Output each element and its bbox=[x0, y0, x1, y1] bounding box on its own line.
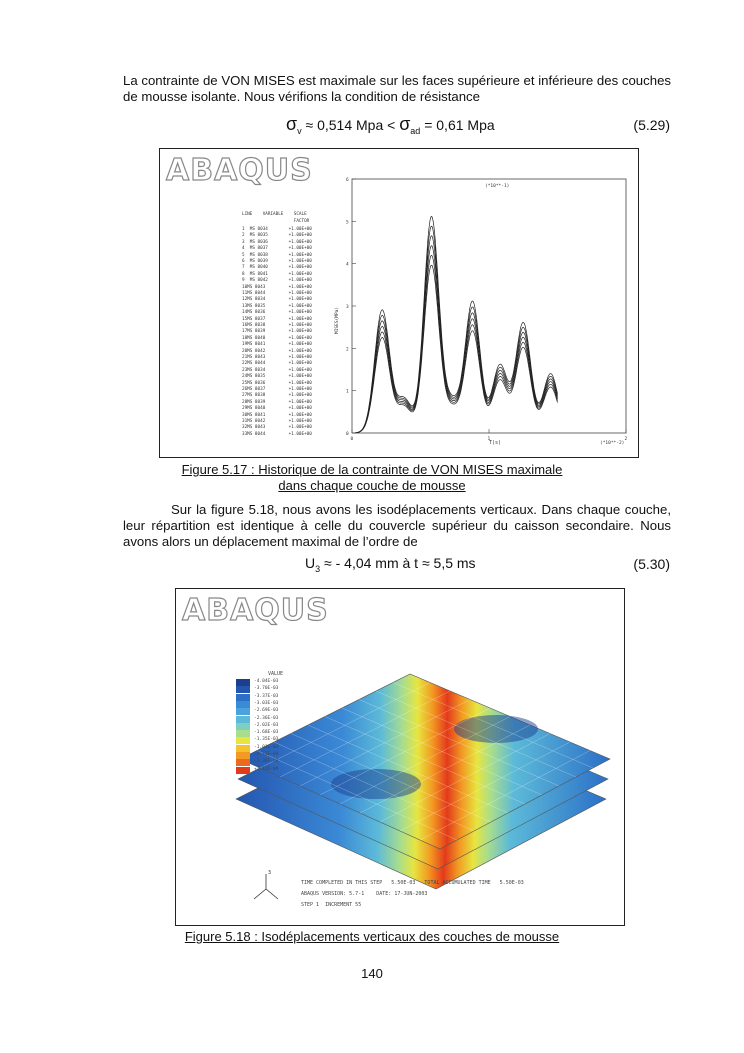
legend-swatch bbox=[236, 708, 250, 715]
legend-title: VALUE bbox=[268, 671, 284, 677]
sigma-ad-value: = 0,61 Mpa bbox=[420, 117, 495, 133]
x-multiplier-label: (*10**-2) bbox=[600, 441, 625, 446]
legend-row: 31MS 8042 +1.00E+00 bbox=[242, 419, 312, 424]
y-tick-label: 4 bbox=[346, 262, 349, 268]
legend-row: 33MS 8044 +1.00E+00 bbox=[242, 431, 312, 437]
legend-row: 26MS 8037 +1.00E+00 bbox=[242, 387, 312, 392]
legend-value: -2.36E-03 bbox=[254, 715, 279, 721]
legend-row: 16MS 8038 +1.00E+00 bbox=[242, 323, 312, 328]
sigma-v-subscript: v bbox=[297, 125, 302, 136]
legend-row: 6 MS 8039 +1.00E+00 bbox=[242, 259, 312, 264]
sigma-v-symbol: σ bbox=[286, 114, 298, 134]
u-value: ≈ - 4,04 mm à t ≈ 5,5 ms bbox=[320, 555, 476, 571]
legend-row: 11MS 8044 +1.00E+00 bbox=[242, 291, 312, 296]
legend-value: -4.04E-03 bbox=[254, 679, 279, 684]
paragraph-isodeplacements: Sur la figure 5.18, nous avons les isodéplacements verticaux. Dans chaque couche, leur répartition est identique à celle du couvercle supérieur du caisson secondaire. Nous avons alors un déplacement maximal de l’ordre de bbox=[123, 502, 671, 549]
equation-number-5-30: (5.30) bbox=[633, 556, 670, 572]
figure-5-17-caption-line1: Figure 5.17 : Historique de la contrainte de VON MISES maximale bbox=[181, 462, 563, 477]
legend-row: 21MS 8043 +1.00E+00 bbox=[242, 355, 312, 360]
y-tick-label: 3 bbox=[346, 305, 349, 310]
status-line-1: TIME COMPLETED IN THIS STEP 5.50E-03 TOTAL ACCUMULATED TIME 5.50E-03 bbox=[301, 880, 524, 886]
legend-swatch bbox=[236, 759, 250, 766]
u-subscript: 3 bbox=[315, 563, 321, 574]
legend-value: -2.69E-03 bbox=[254, 708, 279, 714]
legend-swatch bbox=[236, 716, 250, 723]
page-number: 140 bbox=[361, 966, 383, 981]
legend-swatch bbox=[236, 767, 250, 774]
legend-row: 28MS 8039 +1.00E+00 bbox=[242, 399, 312, 405]
legend-row: 7 MS 8040 +1.00E+00 bbox=[242, 265, 312, 271]
legend-swatch bbox=[236, 679, 250, 686]
y-tick-label: 5 bbox=[346, 220, 349, 226]
legend-value: -2.02E-03 bbox=[254, 722, 279, 728]
sigma-v-value: ≈ 0,514 Mpa < bbox=[301, 117, 400, 133]
y-axis-label: MISES(MPa) bbox=[335, 306, 340, 334]
legend-row: 23MS 8034 +1.00E+00 bbox=[242, 367, 312, 373]
equation-5-29 bbox=[286, 114, 495, 136]
figure-5-18-caption: Figure 5.18 : Isodéplacements verticaux des couches de mousse bbox=[184, 929, 560, 944]
x-tick-label: 2 bbox=[624, 437, 628, 442]
y-tick-label: 2 bbox=[346, 347, 349, 353]
equation-5-30 bbox=[305, 555, 476, 574]
legend-row: 32MS 8043 +1.00E+00 bbox=[242, 425, 312, 431]
legend-value: -3.70E-03 bbox=[254, 686, 279, 692]
legend-row: 9 MS 8042 +1.00E+00 bbox=[242, 278, 312, 284]
legend-row: 10MS 8043 +1.00E+00 bbox=[242, 284, 312, 290]
legend-value: -1.68E-03 bbox=[254, 730, 279, 736]
legend-swatch bbox=[236, 701, 250, 708]
axis-triad bbox=[254, 874, 278, 899]
x-axis-label: T(s) bbox=[489, 440, 502, 446]
legend-row: 20MS 8042 +1.00E+00 bbox=[242, 348, 312, 354]
y-multiplier-label: (*10**-1) bbox=[485, 184, 510, 189]
x-tick-label: 0 bbox=[350, 437, 354, 442]
equation-number-5-29: (5.29) bbox=[633, 117, 670, 133]
legend-swatch bbox=[236, 752, 250, 759]
u-symbol: U bbox=[305, 555, 316, 571]
legend-row: 24MS 8035 +1.00E+00 bbox=[242, 374, 312, 380]
legend-row: 5 MS 8038 +1.00E+00 bbox=[242, 252, 312, 258]
legend-swatch bbox=[236, 723, 250, 730]
paragraph-von-mises: La contrainte de VON MISES est maximale sur les faces supérieure et inférieure des couches de mousse isolante. Nous vérifions la condition de résistance bbox=[123, 73, 671, 104]
legend-value: -6.73E-04 bbox=[254, 752, 279, 757]
figure-5-17-caption-line2: dans chaque couche de mousse bbox=[278, 478, 466, 493]
legend-value: -3.03E-03 bbox=[254, 700, 279, 706]
legend-value: -3.37E-03 bbox=[254, 693, 279, 699]
sigma-ad-subscript: ad bbox=[410, 125, 421, 136]
legend-row: 17MS 8039 +1.00E+00 bbox=[242, 329, 312, 335]
legend-row: 18MS 8040 +1.00E+00 bbox=[242, 335, 312, 341]
figure-isodeplacements bbox=[175, 588, 625, 926]
figure-von-mises-history bbox=[159, 148, 639, 458]
status-line-2: ABAQUS VERSION: 5.7-1 DATE: 17-JUN-2003 bbox=[301, 891, 428, 897]
legend-value: +2.12E-09 bbox=[254, 766, 279, 772]
legend-row: 2 MS 8035 +1.00E+00 bbox=[242, 233, 312, 239]
legend-swatch bbox=[236, 694, 250, 701]
legend-row: 19MS 8041 +1.00E+00 bbox=[242, 342, 312, 348]
legend-row: 15MS 8037 +1.00E+00 bbox=[242, 316, 312, 322]
abaqus-logo-2: ABAQUS bbox=[182, 593, 329, 628]
legend-value: -3.36E-04 bbox=[254, 759, 279, 765]
legend-row: 3 MS 8036 +1.00E+00 bbox=[242, 239, 312, 245]
y-tick-label: 1 bbox=[346, 389, 349, 395]
legend-value: -1.01E-03 bbox=[254, 744, 279, 750]
legend-row: 25MS 8036 +1.00E+00 bbox=[242, 380, 312, 386]
x-tick-label: 1 bbox=[487, 437, 491, 442]
legend-row: 12MS 8034 +1.00E+00 bbox=[242, 297, 312, 303]
legend-row: 30MS 8041 +1.00E+00 bbox=[242, 412, 312, 418]
legend-swatch bbox=[236, 730, 250, 737]
legend-row: 13MS 8035 +1.00E+00 bbox=[242, 303, 312, 309]
chart-frame bbox=[352, 179, 626, 433]
legend-row: 1 MS 8034 +1.00E+00 bbox=[242, 227, 312, 232]
axis-triad-label: 3 bbox=[268, 870, 272, 876]
y-tick-label: 6 bbox=[346, 178, 349, 183]
legend-swatch bbox=[236, 737, 250, 744]
legend-swatch bbox=[236, 686, 250, 693]
legend-row: 8 MS 8041 +1.00E+00 bbox=[242, 271, 312, 277]
y-tick-label: 0 bbox=[346, 432, 349, 437]
legend-swatch bbox=[236, 745, 250, 752]
legend-row: 4 MS 8037 +1.00E+00 bbox=[242, 246, 312, 252]
legend-row: 14MS 8036 +1.00E+00 bbox=[242, 310, 312, 316]
von-mises-chart bbox=[160, 149, 638, 457]
sigma-ad-symbol: σ bbox=[399, 114, 411, 134]
legend-row: 22MS 8044 +1.00E+00 bbox=[242, 361, 312, 367]
legend-row: 29MS 8040 +1.00E+00 bbox=[242, 406, 312, 412]
abaqus-logo: ABAQUS bbox=[166, 153, 313, 188]
legend-value: -1.35E-03 bbox=[254, 737, 279, 743]
legend-row: 27MS 8038 +1.00E+00 bbox=[242, 393, 312, 399]
legend-header: LINE VARIABLE SCALE FACTOR bbox=[242, 212, 310, 224]
status-line-3: STEP 1 INCREMENT 55 bbox=[301, 902, 362, 908]
